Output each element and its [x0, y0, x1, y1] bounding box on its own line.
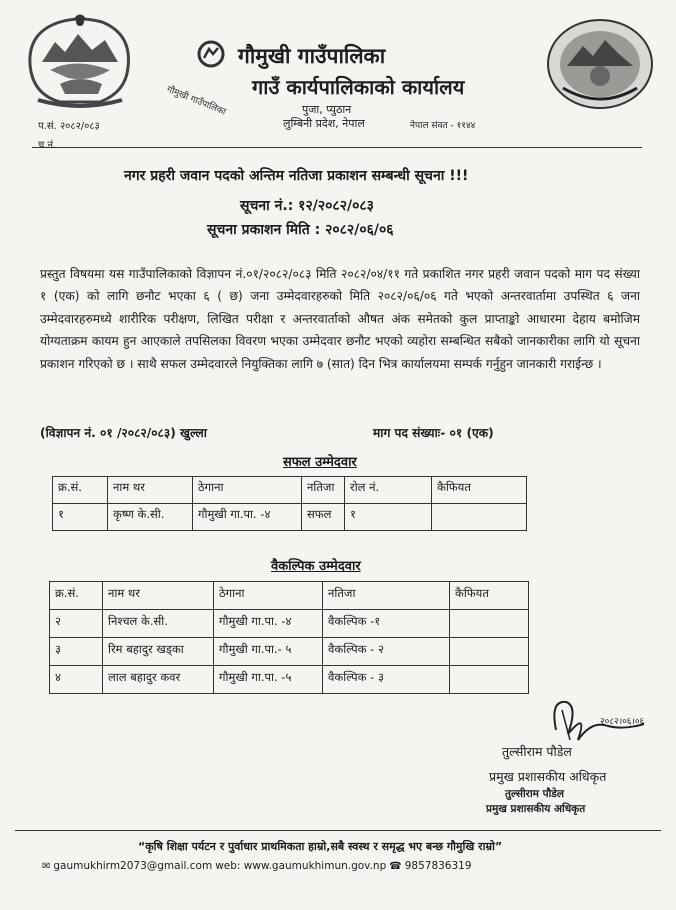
- cell-address: गौमुखी गा.पा. -४: [214, 610, 323, 638]
- cell-sn: ३: [50, 638, 103, 666]
- municipality-name: गौमुखी गाउँपालिका: [238, 44, 386, 68]
- table-row: [50, 638, 529, 666]
- col-name: नाम थर: [108, 477, 193, 504]
- cell-name: लाल बहादुर कवर: [103, 666, 214, 694]
- demand-post-count: माग पद संख्याः- ०१ (एक): [373, 426, 494, 440]
- signatory-position: प्रमुख प्रशासकीय अधिकृत: [489, 769, 607, 784]
- cell-remarks: [450, 610, 529, 638]
- successful-candidates-table: [52, 476, 527, 531]
- notice-number: सूचना नं.: १२/२०८२/०८३: [240, 198, 374, 214]
- signature-date: २०८२।०६।०६: [600, 717, 645, 727]
- col-sn: क्र.सं.: [50, 582, 103, 610]
- table-row: [53, 504, 527, 531]
- table-row: [50, 666, 529, 694]
- mail-icon: ✉: [42, 860, 51, 872]
- website-text: web: www.gaumukhimun.gov.np: [215, 860, 387, 872]
- col-address: ठेगाना: [193, 477, 302, 504]
- signatory-name: तुल्सीराम पौडेल: [502, 744, 572, 759]
- cell-sn: १: [53, 504, 108, 531]
- cell-sn: ४: [50, 666, 103, 694]
- stamp-position: प्रमुख प्रशासकीय अधिकृत: [486, 803, 586, 815]
- cell-address: गौमुखी गा.पा. -५: [214, 666, 323, 694]
- phone-icon: ☎: [389, 860, 402, 872]
- header-stamp: गौमुखी गाउँपालिका: [165, 84, 228, 118]
- advertisement-number: (विज्ञापन नं. ०१ /२०८२/०८३) खुल्ला: [40, 426, 207, 440]
- col-result: नतिजा: [323, 582, 450, 610]
- cell-name: रिम बहादुर खड्का: [103, 638, 214, 666]
- successful-candidates-title: सफल उम्मेदवार: [283, 455, 357, 470]
- table-header-row: [50, 582, 529, 610]
- footer-divider: [15, 830, 661, 831]
- nepal-emblem-logo: [20, 12, 140, 112]
- cell-result: वैकल्पिक - २: [323, 638, 450, 666]
- office-small-logo: [196, 40, 226, 68]
- office-name: गाउँ कार्यपालिकाको कार्यालय: [252, 75, 465, 99]
- notice-title: नगर प्रहरी जवान पदको अन्तिम नतिजा प्रकाशन सम्बन्धी सूचना !!!: [124, 168, 469, 184]
- header-divider: [32, 147, 642, 148]
- nepal-sambat-era: नेपाल संवत - ११४४: [410, 121, 476, 131]
- cell-address: गौमुखी गा.पा. -४: [193, 504, 302, 531]
- col-name: नाम थर: [103, 582, 214, 610]
- cell-result: वैकल्पिक - ३: [323, 666, 450, 694]
- phone-text: 9857836319: [404, 860, 472, 872]
- cell-result: वैकल्पिक -१: [323, 610, 450, 638]
- col-remarks: कैफियत: [450, 582, 529, 610]
- chalani-number: च.नं.: [38, 140, 57, 151]
- cell-address: गौमुखी गा.पा.- ५: [214, 638, 323, 666]
- contact-line: [42, 860, 472, 872]
- stamp-name: तुल्सीराम पौडेल: [505, 788, 565, 800]
- cell-sn: २: [50, 610, 103, 638]
- col-sn: क्र.सं.: [53, 477, 108, 504]
- alternate-candidates-title: वैकल्पिक उम्मेदवार: [271, 559, 361, 574]
- col-result: नतिजा: [302, 477, 345, 504]
- address-line-1: पुजा, प्युठान: [302, 103, 352, 116]
- address-line-2: लुम्बिनी प्रदेश, नेपाल: [283, 117, 365, 130]
- cell-name: निश्चल के.सी.: [103, 610, 214, 638]
- notice-publish-date: सूचना प्रकाशन मिति : २०८२/०६/०६: [207, 222, 394, 238]
- table-row: [50, 610, 529, 638]
- email-text: gaumukhirm2073@gmail.com: [53, 860, 213, 872]
- col-roll: रोल नं.: [345, 477, 432, 504]
- col-address: ठेगाना: [214, 582, 323, 610]
- table-header-row: [53, 477, 527, 504]
- cell-remarks: [450, 638, 529, 666]
- footer-slogan: “कृषि शिक्षा पर्यटन र पुर्वाधार प्राथमिकता हाम्रो,सबै स्वस्थ र समृद्ध भए बन्छ गौमुखि राम्रो”: [138, 840, 503, 853]
- cell-roll: १: [345, 504, 432, 531]
- municipality-seal-logo: [545, 18, 655, 110]
- cell-name: कृष्ण के.सी.: [108, 504, 193, 531]
- notice-body: प्रस्तुत विषयमा यस गाउँपालिकाको विज्ञापन नं.०१/२०८२/०८३ मिति २०८२/०४/११ गते प्रकाशित नगर प्रहरी जवान पदको माग पद संख्या १ (एक) को लागि छनौट भएका ६ ( छ) जना उम्मेदवारहरुको मिति २०८२/०६/०६ गते भएको अन्तरवार्तामा उपस्थित ६ जना उम्मेदवारहरुमध्ये शारीरिक परीक्षण, लिखित परीक्षा र अन्तरवार्ताको औषत अंक समेतको कुल प्राप्ताङ्को आधारमा देहाय बमोजिम योग्यताक्रम कायम हुन आएकाले तपसिलका विवरण भएका उम्मेदवार छनौट भएको व्यहोरा सम्बन्धित सबैको जानकारीका लागि यो सूचना प्रकाशन गरिएको छ । साथै सफल उम्मेदवारले नियुक्तिका लागि ७ (सात) दिन भित्र कार्यालयमा सम्पर्क गर्नुहुन जानकारी गराईन्छ ।: [40, 267, 640, 371]
- patra-sankhya: प.सं. २०८२/०८३: [38, 121, 100, 132]
- cell-remarks: [432, 504, 527, 531]
- cell-result: सफल: [302, 504, 345, 531]
- handwritten-signature: [548, 690, 658, 750]
- cell-remarks: [450, 666, 529, 694]
- col-remarks: कैफियत: [432, 477, 527, 504]
- alternate-candidates-table: [49, 581, 529, 694]
